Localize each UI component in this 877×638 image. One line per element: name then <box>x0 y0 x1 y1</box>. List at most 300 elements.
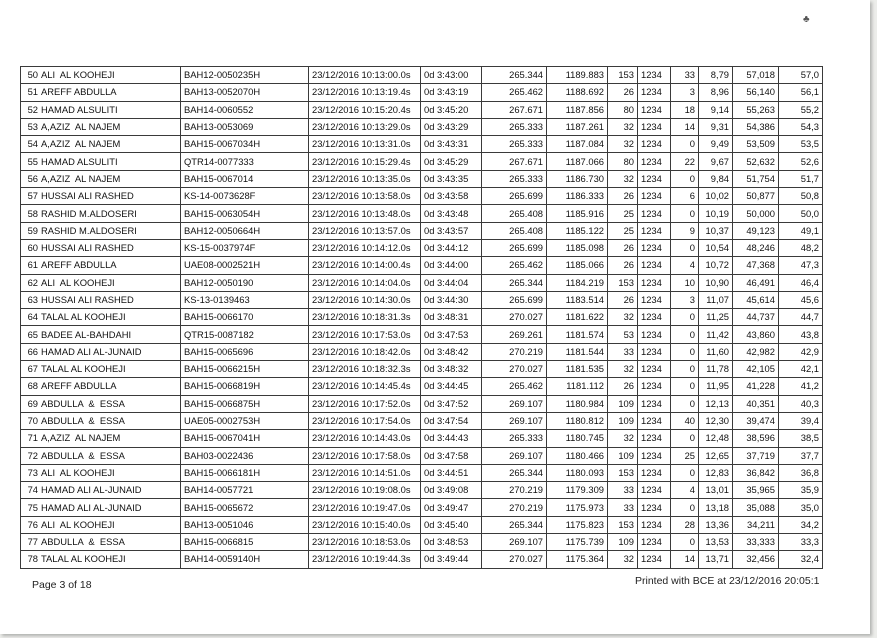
cell-speed: 1187.084 <box>547 136 608 153</box>
cell-pos-name <box>21 274 181 291</box>
cell-flight-duration: 0d 3:43:57 <box>421 222 482 239</box>
cell-speed: 1185.122 <box>547 222 608 239</box>
cell-section: 1234 <box>638 67 671 84</box>
table-row <box>21 291 823 308</box>
cell-points-a: 9 <box>671 222 699 239</box>
cell-loft-number: 25 <box>608 222 638 239</box>
cell-speed: 1175.973 <box>547 499 608 516</box>
cell-points-a: 3 <box>671 84 699 101</box>
cell-owner-name: ALI AL KOOHEJI <box>41 69 115 81</box>
cell-section: 1234 <box>638 84 671 101</box>
cell-owner-name: HAMAD ALSULITI <box>41 155 118 167</box>
cell-loft-number: 32 <box>608 309 638 326</box>
cell-points-c: 52,6 <box>779 153 823 170</box>
cell-pos-name <box>21 309 181 326</box>
cell-section: 1234 <box>638 309 671 326</box>
cell-owner-name: A,AZIZ AL NAJEM <box>41 121 121 133</box>
results-table-container <box>20 66 819 567</box>
cell-points-b: 35,088 <box>733 499 779 516</box>
cell-ring-number: BAH13-0053069 <box>181 118 309 135</box>
cell-distance: 267.671 <box>482 153 547 170</box>
cell-coefficient: 10,54 <box>699 239 733 256</box>
cell-section: 1234 <box>638 516 671 533</box>
cell-owner-name: AREFF ABDULLA <box>41 86 117 98</box>
cell-flight-duration: 0d 3:49:08 <box>421 482 482 499</box>
cell-position: 61 <box>27 259 38 271</box>
cell-points-b: 44,737 <box>733 309 779 326</box>
cell-points-a: 28 <box>671 516 699 533</box>
cell-points-c: 50,8 <box>779 188 823 205</box>
table-row <box>21 274 823 291</box>
cell-distance: 269.107 <box>482 395 547 412</box>
cell-loft-number: 53 <box>608 326 638 343</box>
cell-points-b: 32,456 <box>733 551 779 568</box>
cell-owner-name: RASHID M.ALDOSERI <box>41 207 137 219</box>
cell-speed: 1188.692 <box>547 84 608 101</box>
cell-points-a: 6 <box>671 188 699 205</box>
cell-points-b: 45,614 <box>733 291 779 308</box>
cell-pos-name <box>21 118 181 135</box>
cell-ring-number: BAH12-0050664H <box>181 222 309 239</box>
cell-owner-name: ALI AL KOOHEJI <box>41 466 115 478</box>
cell-ring-number: QTR14-0077333 <box>181 153 309 170</box>
cell-pos-name <box>21 291 181 308</box>
cell-section: 1234 <box>638 464 671 481</box>
cell-speed: 1180.984 <box>547 395 608 412</box>
cell-position: 58 <box>27 207 38 219</box>
cell-speed: 1175.364 <box>547 551 608 568</box>
cell-owner-name: ALI AL KOOHEJI <box>41 518 115 530</box>
cell-speed: 1175.823 <box>547 516 608 533</box>
cell-distance: 265.699 <box>482 291 547 308</box>
cell-distance: 265.333 <box>482 118 547 135</box>
cell-coefficient: 12,13 <box>699 395 733 412</box>
cell-flight-duration: 0d 3:47:53 <box>421 326 482 343</box>
cell-points-c: 55,2 <box>779 101 823 118</box>
cell-loft-number: 109 <box>608 534 638 551</box>
cell-distance: 265.462 <box>482 84 547 101</box>
cell-coefficient: 10,02 <box>699 188 733 205</box>
cell-section: 1234 <box>638 257 671 274</box>
cell-loft-number: 26 <box>608 257 638 274</box>
cell-points-a: 18 <box>671 101 699 118</box>
cell-points-c: 50,0 <box>779 205 823 222</box>
cell-position: 68 <box>27 380 38 392</box>
cell-loft-number: 153 <box>608 464 638 481</box>
cell-coefficient: 13,36 <box>699 516 733 533</box>
cell-section: 1234 <box>638 326 671 343</box>
cell-pos-name <box>21 170 181 187</box>
cell-arrival-time: 23/12/2016 10:13:57.0s <box>309 222 421 239</box>
cell-loft-number: 26 <box>608 84 638 101</box>
cell-points-c: 41,2 <box>779 378 823 395</box>
printed-with-label: Printed with BCE at 23/12/2016 20:05:1 <box>635 575 820 587</box>
table-row <box>21 257 823 274</box>
cell-loft-number: 32 <box>608 361 638 378</box>
cell-points-a: 4 <box>671 482 699 499</box>
cell-points-c: 35,9 <box>779 482 823 499</box>
cell-section: 1234 <box>638 101 671 118</box>
cell-flight-duration: 0d 3:44:04 <box>421 274 482 291</box>
cell-ring-number: BAH15-0066181H <box>181 464 309 481</box>
cell-points-a: 0 <box>671 309 699 326</box>
table-row <box>21 430 823 447</box>
cell-speed: 1180.745 <box>547 430 608 447</box>
cell-section: 1234 <box>638 188 671 205</box>
cell-section: 1234 <box>638 482 671 499</box>
cell-coefficient: 12,30 <box>699 412 733 429</box>
table-row <box>21 326 823 343</box>
cell-points-a: 4 <box>671 257 699 274</box>
results-table-body <box>21 67 823 569</box>
table-row <box>21 447 823 464</box>
cell-position: 73 <box>27 466 38 478</box>
table-row <box>21 551 823 568</box>
cell-flight-duration: 0d 3:43:29 <box>421 118 482 135</box>
table-row <box>21 84 823 101</box>
cell-owner-name: ABDULLA & ESSA <box>41 536 125 548</box>
cell-loft-number: 32 <box>608 170 638 187</box>
table-row <box>21 309 823 326</box>
cell-arrival-time: 23/12/2016 10:17:54.0s <box>309 412 421 429</box>
cell-points-b: 41,228 <box>733 378 779 395</box>
cell-points-c: 42,1 <box>779 361 823 378</box>
cell-distance: 265.333 <box>482 136 547 153</box>
table-row <box>21 412 823 429</box>
cell-coefficient: 13,18 <box>699 499 733 516</box>
cell-pos-name <box>21 551 181 568</box>
cell-section: 1234 <box>638 205 671 222</box>
cell-distance: 265.344 <box>482 67 547 84</box>
cell-arrival-time: 23/12/2016 10:15:20.4s <box>309 101 421 118</box>
cell-section: 1234 <box>638 153 671 170</box>
cell-ring-number: KS-14-0073628F <box>181 188 309 205</box>
cell-pos-name <box>21 430 181 447</box>
cell-ring-number: BAH15-0066215H <box>181 361 309 378</box>
cell-loft-number: 109 <box>608 412 638 429</box>
cell-flight-duration: 0d 3:47:54 <box>421 412 482 429</box>
cell-speed: 1180.812 <box>547 412 608 429</box>
cell-flight-duration: 0d 3:47:58 <box>421 447 482 464</box>
cell-points-b: 57,018 <box>733 67 779 84</box>
cell-points-a: 0 <box>671 395 699 412</box>
cell-points-a: 22 <box>671 153 699 170</box>
cell-loft-number: 32 <box>608 430 638 447</box>
cell-flight-duration: 0d 3:43:58 <box>421 188 482 205</box>
table-row <box>21 239 823 256</box>
cell-points-c: 48,2 <box>779 239 823 256</box>
cell-points-c: 42,9 <box>779 343 823 360</box>
corner-mark: ♣ <box>803 14 810 25</box>
cell-coefficient: 12,83 <box>699 464 733 481</box>
cell-ring-number: BAH15-0066815 <box>181 534 309 551</box>
cell-section: 1234 <box>638 361 671 378</box>
table-row <box>21 516 823 533</box>
cell-ring-number: BAH15-0067034H <box>181 136 309 153</box>
cell-distance: 265.408 <box>482 222 547 239</box>
cell-speed: 1187.261 <box>547 118 608 135</box>
cell-flight-duration: 0d 3:45:29 <box>421 153 482 170</box>
cell-points-b: 35,965 <box>733 482 779 499</box>
cell-points-c: 51,7 <box>779 170 823 187</box>
cell-loft-number: 109 <box>608 447 638 464</box>
cell-owner-name: AREFF ABDULLA <box>41 380 117 392</box>
cell-coefficient: 9,84 <box>699 170 733 187</box>
cell-arrival-time: 23/12/2016 10:14:45.4s <box>309 378 421 395</box>
table-row <box>21 118 823 135</box>
cell-distance: 267.671 <box>482 101 547 118</box>
cell-ring-number: BAH14-0059140H <box>181 551 309 568</box>
cell-section: 1234 <box>638 395 671 412</box>
cell-flight-duration: 0d 3:44:43 <box>421 430 482 447</box>
cell-points-c: 54,3 <box>779 118 823 135</box>
cell-pos-name <box>21 136 181 153</box>
cell-position: 64 <box>27 311 38 323</box>
cell-coefficient: 11,95 <box>699 378 733 395</box>
cell-arrival-time: 23/12/2016 10:14:43.0s <box>309 430 421 447</box>
cell-section: 1234 <box>638 136 671 153</box>
cell-section: 1234 <box>638 222 671 239</box>
cell-points-c: 40,3 <box>779 395 823 412</box>
cell-points-c: 44,7 <box>779 309 823 326</box>
cell-pos-name <box>21 534 181 551</box>
cell-points-b: 46,491 <box>733 274 779 291</box>
cell-distance: 269.107 <box>482 447 547 464</box>
cell-arrival-time: 23/12/2016 10:15:40.0s <box>309 516 421 533</box>
cell-flight-duration: 0d 3:45:20 <box>421 101 482 118</box>
cell-position: 62 <box>27 276 38 288</box>
cell-coefficient: 11,42 <box>699 326 733 343</box>
cell-owner-name: A,AZIZ AL NAJEM <box>41 138 121 150</box>
table-row <box>21 101 823 118</box>
cell-owner-name: HUSSAI ALI RASHED <box>41 294 134 305</box>
cell-speed: 1189.883 <box>547 67 608 84</box>
cell-owner-name: AREFF ABDULLA <box>41 259 117 271</box>
cell-arrival-time: 23/12/2016 10:18:53.0s <box>309 534 421 551</box>
cell-coefficient: 10,90 <box>699 274 733 291</box>
cell-coefficient: 11,60 <box>699 343 733 360</box>
cell-points-b: 40,351 <box>733 395 779 412</box>
table-row <box>21 361 823 378</box>
cell-points-a: 0 <box>671 326 699 343</box>
table-row <box>21 464 823 481</box>
cell-owner-name: HAMAD ALI AL-JUNAID <box>41 484 142 496</box>
cell-flight-duration: 0d 3:48:42 <box>421 343 482 360</box>
cell-position: 65 <box>27 328 38 340</box>
cell-points-a: 10 <box>671 274 699 291</box>
cell-ring-number: BAH15-0066170 <box>181 309 309 326</box>
cell-distance: 270.027 <box>482 551 547 568</box>
cell-ring-number: KS-15-0037974F <box>181 239 309 256</box>
cell-points-c: 37,7 <box>779 447 823 464</box>
cell-coefficient: 13,53 <box>699 534 733 551</box>
cell-speed: 1181.574 <box>547 326 608 343</box>
cell-distance: 270.219 <box>482 482 547 499</box>
table-row <box>21 534 823 551</box>
cell-pos-name <box>21 67 181 84</box>
table-row <box>21 499 823 516</box>
cell-points-a: 33 <box>671 67 699 84</box>
cell-points-b: 37,719 <box>733 447 779 464</box>
cell-flight-duration: 0d 3:44:51 <box>421 464 482 481</box>
cell-pos-name <box>21 482 181 499</box>
cell-loft-number: 32 <box>608 118 638 135</box>
cell-coefficient: 13,71 <box>699 551 733 568</box>
cell-points-a: 14 <box>671 551 699 568</box>
table-row <box>21 67 823 84</box>
cell-loft-number: 80 <box>608 153 638 170</box>
cell-pos-name <box>21 464 181 481</box>
cell-ring-number: BAH13-0051046 <box>181 516 309 533</box>
cell-pos-name <box>21 239 181 256</box>
cell-ring-number: BAH15-0066875H <box>181 395 309 412</box>
cell-distance: 269.261 <box>482 326 547 343</box>
cell-arrival-time: 23/12/2016 10:17:53.0s <box>309 326 421 343</box>
cell-points-b: 33,333 <box>733 534 779 551</box>
cell-arrival-time: 23/12/2016 10:14:30.0s <box>309 291 421 308</box>
cell-position: 67 <box>27 363 38 375</box>
cell-arrival-time: 23/12/2016 10:19:44.3s <box>309 551 421 568</box>
cell-flight-duration: 0d 3:43:19 <box>421 84 482 101</box>
cell-pos-name <box>21 343 181 360</box>
cell-points-c: 34,2 <box>779 516 823 533</box>
cell-pos-name <box>21 101 181 118</box>
cell-position: 53 <box>27 121 38 133</box>
cell-ring-number: UAE08-0002521H <box>181 257 309 274</box>
cell-distance: 265.344 <box>482 274 547 291</box>
cell-points-a: 0 <box>671 464 699 481</box>
cell-section: 1234 <box>638 170 671 187</box>
cell-points-a: 0 <box>671 361 699 378</box>
cell-pos-name <box>21 257 181 274</box>
cell-points-a: 0 <box>671 430 699 447</box>
cell-points-b: 39,474 <box>733 412 779 429</box>
cell-flight-duration: 0d 3:48:53 <box>421 534 482 551</box>
cell-points-a: 0 <box>671 136 699 153</box>
cell-flight-duration: 0d 3:44:00 <box>421 257 482 274</box>
cell-ring-number: BAH12-0050235H <box>181 67 309 84</box>
cell-ring-number: BAH15-0066819H <box>181 378 309 395</box>
cell-loft-number: 153 <box>608 274 638 291</box>
cell-points-b: 42,982 <box>733 343 779 360</box>
cell-ring-number: BAH15-0067041H <box>181 430 309 447</box>
cell-position: 66 <box>27 345 38 357</box>
cell-arrival-time: 23/12/2016 10:18:31.3s <box>309 309 421 326</box>
cell-section: 1234 <box>638 447 671 464</box>
cell-points-b: 54,386 <box>733 118 779 135</box>
cell-position: 59 <box>27 224 38 236</box>
cell-position: 57 <box>27 190 38 202</box>
cell-position: 60 <box>27 242 38 254</box>
cell-position: 54 <box>27 138 38 150</box>
cell-speed: 1181.112 <box>547 378 608 395</box>
cell-flight-duration: 0d 3:44:45 <box>421 378 482 395</box>
cell-points-b: 50,877 <box>733 188 779 205</box>
table-row <box>21 205 823 222</box>
cell-owner-name: HAMAD ALSULITI <box>41 103 118 115</box>
cell-arrival-time: 23/12/2016 10:13:48.0s <box>309 205 421 222</box>
cell-coefficient: 9,14 <box>699 101 733 118</box>
cell-owner-name: HUSSAI ALI RASHED <box>41 190 134 202</box>
cell-flight-duration: 0d 3:44:12 <box>421 239 482 256</box>
cell-section: 1234 <box>638 551 671 568</box>
cell-owner-name: BADEE AL-BAHDAHI <box>41 328 132 340</box>
cell-points-b: 53,509 <box>733 136 779 153</box>
cell-ring-number: BAH14-0060552 <box>181 101 309 118</box>
cell-owner-name: HUSSAI ALI RASHED <box>41 242 134 254</box>
cell-ring-number: KS-13-0139463 <box>181 291 309 308</box>
cell-arrival-time: 23/12/2016 10:13:58.0s <box>309 188 421 205</box>
cell-speed: 1181.535 <box>547 361 608 378</box>
cell-section: 1234 <box>638 412 671 429</box>
cell-loft-number: 109 <box>608 395 638 412</box>
cell-ring-number: BAH12-0050190 <box>181 274 309 291</box>
cell-position: 63 <box>27 294 38 305</box>
cell-distance: 265.462 <box>482 378 547 395</box>
cell-flight-duration: 0d 3:48:32 <box>421 361 482 378</box>
cell-loft-number: 33 <box>608 482 638 499</box>
cell-distance: 270.219 <box>482 343 547 360</box>
cell-points-c: 36,8 <box>779 464 823 481</box>
cell-speed: 1186.333 <box>547 188 608 205</box>
table-row <box>21 153 823 170</box>
cell-distance: 265.699 <box>482 188 547 205</box>
cell-coefficient: 10,19 <box>699 205 733 222</box>
cell-position: 70 <box>27 415 38 427</box>
cell-section: 1234 <box>638 430 671 447</box>
cell-points-a: 40 <box>671 412 699 429</box>
cell-points-c: 46,4 <box>779 274 823 291</box>
cell-points-c: 56,1 <box>779 84 823 101</box>
cell-position: 55 <box>27 155 38 167</box>
cell-points-b: 42,105 <box>733 361 779 378</box>
cell-speed: 1184.219 <box>547 274 608 291</box>
cell-section: 1234 <box>638 378 671 395</box>
table-row <box>21 170 823 187</box>
cell-coefficient: 10,72 <box>699 257 733 274</box>
cell-position: 71 <box>27 432 38 444</box>
page-number: Page 3 of 18 <box>32 579 92 591</box>
cell-points-a: 0 <box>671 239 699 256</box>
cell-coefficient: 11,07 <box>699 291 733 308</box>
cell-points-a: 0 <box>671 378 699 395</box>
cell-loft-number: 32 <box>608 551 638 568</box>
cell-speed: 1179.309 <box>547 482 608 499</box>
cell-coefficient: 11,25 <box>699 309 733 326</box>
cell-loft-number: 80 <box>608 101 638 118</box>
cell-distance: 265.344 <box>482 464 547 481</box>
cell-points-b: 50,000 <box>733 205 779 222</box>
cell-speed: 1181.544 <box>547 343 608 360</box>
cell-points-a: 3 <box>671 291 699 308</box>
cell-points-c: 39,4 <box>779 412 823 429</box>
cell-coefficient: 8,79 <box>699 67 733 84</box>
cell-ring-number: BAH03-0022436 <box>181 447 309 464</box>
cell-section: 1234 <box>638 118 671 135</box>
cell-points-b: 47,368 <box>733 257 779 274</box>
cell-speed: 1185.916 <box>547 205 608 222</box>
cell-position: 56 <box>27 172 38 184</box>
cell-position: 77 <box>27 536 38 548</box>
cell-points-b: 52,632 <box>733 153 779 170</box>
cell-coefficient: 10,37 <box>699 222 733 239</box>
cell-ring-number: BAH15-0067014 <box>181 170 309 187</box>
cell-speed: 1183.514 <box>547 291 608 308</box>
cell-ring-number: BAH14-0057721 <box>181 482 309 499</box>
cell-points-b: 43,860 <box>733 326 779 343</box>
cell-points-c: 47,3 <box>779 257 823 274</box>
cell-arrival-time: 23/12/2016 10:13:35.0s <box>309 170 421 187</box>
